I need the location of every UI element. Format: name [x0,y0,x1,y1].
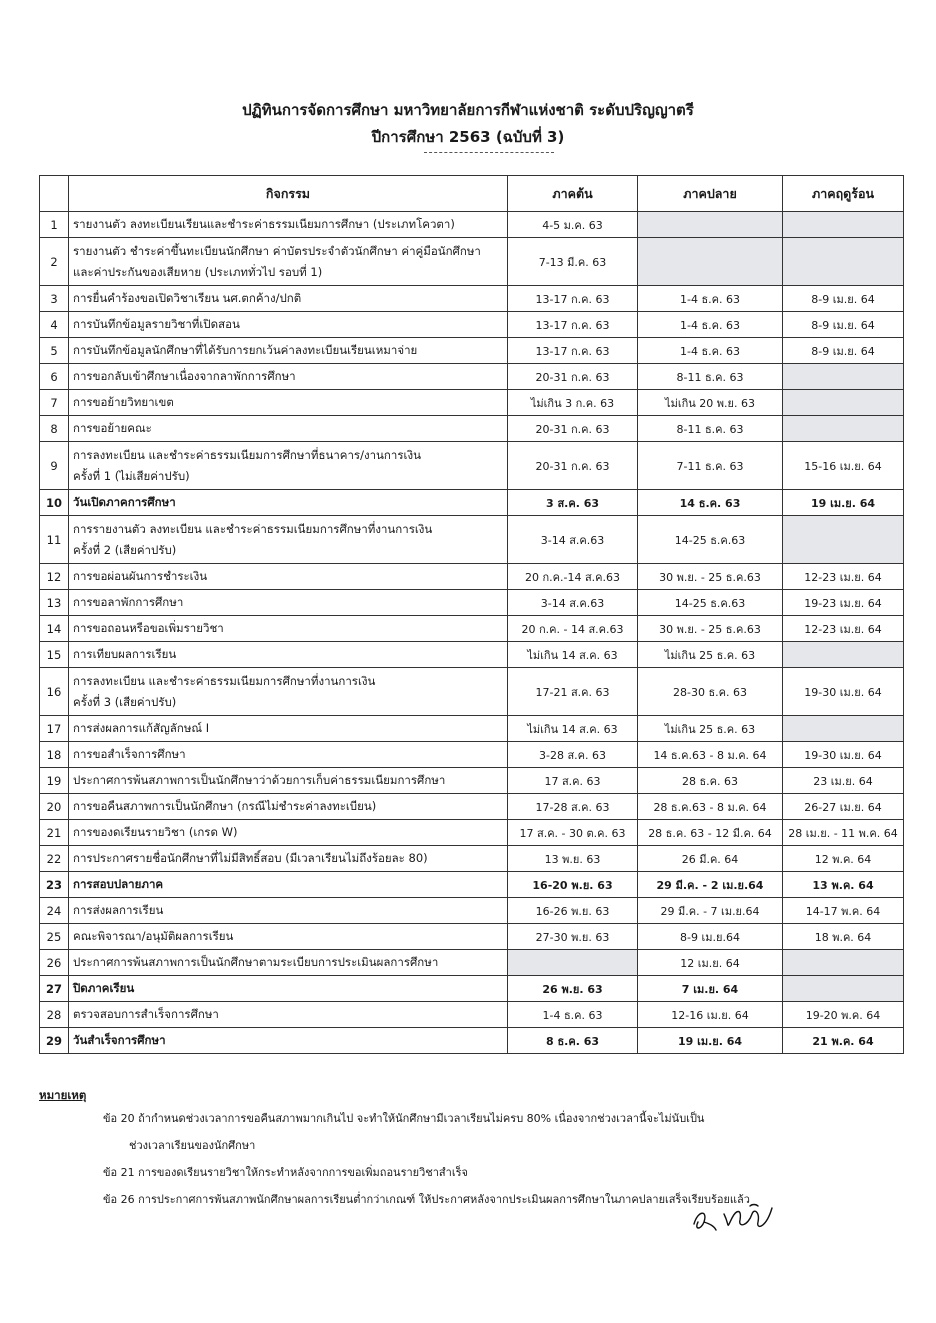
row-number: 5 [40,338,69,364]
activity-line: การขอสำเร็จการศึกษา [73,747,186,762]
table-row [40,564,904,590]
remark-note-20: ข้อ 20 ถ้ากำหนดช่วงเวลาการขอคืนสภาพมากเกินไป จะทำให้นักศึกษามีเวลาเรียนไม่ครบ 80% เนื่องจากช่วงเวลานี้จะไม่นับเป็น [103,1112,705,1125]
second-semester-date: 12 เม.ย. 64 [638,950,783,976]
remarks-heading: หมายเหตุ [39,1088,87,1102]
first-semester-date: 20-31 ก.ค. 63 [508,364,638,390]
activity-cell [69,768,508,794]
activity-cell [69,1028,508,1054]
row-number: 7 [40,390,69,416]
activity-cell [69,976,508,1002]
activity-line: การลงทะเบียน และชำระค่าธรรมเนียมการศึกษาที่งานการเงิน [73,674,376,689]
column-header-summer-semester: ภาคฤดูร้อน [783,176,904,212]
second-semester-date: 29 มี.ค. - 2 เม.ย.64 [638,872,783,898]
second-semester-date: 28 ธ.ค. 63 [638,768,783,794]
row-number: 16 [40,668,69,716]
activity-line: การของดเรียนรายวิชา (เกรด W) [73,825,238,840]
activity-line: และค่าประกันของเสียหาย (ประเภททั่วไป รอบที่ 1) [73,264,323,279]
activity-cell [69,668,508,716]
summer-semester-date: 8-9 เม.ย. 64 [783,286,904,312]
row-number: 21 [40,820,69,846]
activity-line: ประกาศการพ้นสภาพการเป็นนักศึกษาตามระเบียบการประเมินผลการศึกษา [73,955,439,970]
first-semester-date: 17 ส.ค. - 30 ต.ค. 63 [508,820,638,846]
first-semester-date: 17 ส.ค. 63 [508,768,638,794]
table-row [40,872,904,898]
summer-semester-date [783,364,904,390]
summer-semester-date [783,238,904,286]
summer-semester-date [783,390,904,416]
summer-semester-date [783,950,904,976]
table-row [40,1002,904,1028]
table-row [40,820,904,846]
table-row [40,924,904,950]
activity-cell [69,238,508,286]
remark-note-26: ข้อ 26 การประกาศการพ้นสภาพนักศึกษาผลการเรียนต่ำกว่าเกณฑ์ ให้ประกาศหลังจากประเมินผลการศึกษาในภาคปลายเสร็จเรียบร้อยแล้ว [103,1193,750,1206]
activity-line: การขอคืนสภาพการเป็นนักศึกษา (กรณีไม่ชำระค่าลงทะเบียน) [73,799,377,814]
activity-line: ครั้งที่ 1 (ไม่เสียค่าปรับ) [73,468,190,483]
table-row [40,516,904,564]
first-semester-date: 20-31 ก.ค. 63 [508,442,638,490]
row-number: 1 [40,212,69,238]
summer-semester-date: 21 พ.ค. 64 [783,1028,904,1054]
summer-semester-date [783,416,904,442]
row-number: 29 [40,1028,69,1054]
first-semester-date: 20-31 ก.ค. 63 [508,416,638,442]
first-semester-date: 13 พ.ย. 63 [508,846,638,872]
summer-semester-date: 8-9 เม.ย. 64 [783,312,904,338]
first-semester-date: ไม่เกิน 14 ส.ค. 63 [508,642,638,668]
activity-line: ครั้งที่ 3 (เสียค่าปรับ) [73,694,177,709]
activity-line: การขอย้ายวิทยาเขต [73,395,174,410]
row-number: 26 [40,950,69,976]
row-number: 10 [40,490,69,516]
activity-cell [69,390,508,416]
activity-cell [69,898,508,924]
activity-line: การเทียบผลการเรียน [73,647,177,662]
table-row [40,416,904,442]
table-row [40,976,904,1002]
row-number: 12 [40,564,69,590]
activity-line: วันเปิดภาคการศึกษา [73,495,176,510]
activity-cell [69,364,508,390]
summer-semester-date: 12-23 เม.ย. 64 [783,564,904,590]
signature-icon [690,1200,780,1236]
second-semester-date: 19 เม.ย. 64 [638,1028,783,1054]
activity-cell [69,490,508,516]
activity-line: การขอย้ายคณะ [73,421,152,436]
activity-line: รายงานตัว ลงทะเบียนเรียนและชำระค่าธรรมเนียมการศึกษา (ประเภทโควตา) [73,217,455,232]
second-semester-date: 28 ธ.ค.63 - 8 ม.ค. 64 [638,794,783,820]
activity-line: การลงทะเบียน และชำระค่าธรรมเนียมการศึกษาที่ธนาคาร/งานการเงิน [73,448,421,463]
activity-cell [69,846,508,872]
activity-cell [69,416,508,442]
activity-line: การส่งผลการเรียน [73,903,164,918]
first-semester-date: 20 ก.ค.-14 ส.ค.63 [508,564,638,590]
activity-line: การขอลาพักการศึกษา [73,595,184,610]
activity-line: การยื่นคำร้องขอเปิดวิชาเรียน นศ.ตกค้าง/ปกติ [73,291,302,306]
first-semester-date: 27-30 พ.ย. 63 [508,924,638,950]
summer-semester-date: 19-23 เม.ย. 64 [783,590,904,616]
second-semester-date: 14 ธ.ค.63 - 8 ม.ค. 64 [638,742,783,768]
activity-cell [69,312,508,338]
second-semester-date: 1-4 ธ.ค. 63 [638,338,783,364]
first-semester-date: 8 ธ.ค. 63 [508,1028,638,1054]
remarks-section [39,1087,909,1206]
second-semester-date: 26 มี.ค. 64 [638,846,783,872]
summer-semester-date: 15-16 เม.ย. 64 [783,442,904,490]
table-row [40,950,904,976]
first-semester-date: 17-21 ส.ค. 63 [508,668,638,716]
row-number: 27 [40,976,69,1002]
second-semester-date: 8-11 ธ.ค. 63 [638,364,783,390]
second-semester-date: ไม่เกิน 20 พ.ย. 63 [638,390,783,416]
row-number: 28 [40,1002,69,1028]
row-number: 22 [40,846,69,872]
table-row [40,616,904,642]
second-semester-date: 1-4 ธ.ค. 63 [638,286,783,312]
first-semester-date: ไม่เกิน 14 ส.ค. 63 [508,716,638,742]
summer-semester-date: 26-27 เม.ย. 64 [783,794,904,820]
row-number: 13 [40,590,69,616]
second-semester-date: 29 มี.ค. - 7 เม.ย.64 [638,898,783,924]
summer-semester-date [783,212,904,238]
second-semester-date: 7 เม.ย. 64 [638,976,783,1002]
activity-cell [69,794,508,820]
activity-line: การสอบปลายภาค [73,877,164,892]
row-number: 23 [40,872,69,898]
second-semester-date: 14-25 ธ.ค.63 [638,516,783,564]
table-row [40,794,904,820]
activity-cell [69,212,508,238]
first-semester-date: 13-17 ก.ค. 63 [508,286,638,312]
second-semester-date: 28-30 ธ.ค. 63 [638,668,783,716]
first-semester-date: 1-4 ธ.ค. 63 [508,1002,638,1028]
activity-cell [69,590,508,616]
row-number: 4 [40,312,69,338]
table-row [40,390,904,416]
first-semester-date: 3-28 ส.ค. 63 [508,742,638,768]
summer-semester-date: 12 พ.ค. 64 [783,846,904,872]
first-semester-date [508,950,638,976]
table-header-row [40,176,904,212]
table-row [40,768,904,794]
row-number: 2 [40,238,69,286]
document-subtitle: ปีการศึกษา 2563 (ฉบับที่ 3) [371,128,565,146]
second-semester-date [638,238,783,286]
summer-semester-date: 19 เม.ย. 64 [783,490,904,516]
column-header-first-semester: ภาคต้น [508,176,638,212]
column-header-activity: กิจกรรม [69,176,508,212]
activity-cell [69,616,508,642]
first-semester-date: 16-20 พ.ย. 63 [508,872,638,898]
summer-semester-date: 8-9 เม.ย. 64 [783,338,904,364]
second-semester-date: 14-25 ธ.ค.63 [638,590,783,616]
activity-cell [69,924,508,950]
row-number: 9 [40,442,69,490]
second-semester-date: 30 พ.ย. - 25 ธ.ค.63 [638,616,783,642]
activity-line: ปิดภาคเรียน [73,981,135,996]
first-semester-date: 7-13 มี.ค. 63 [508,238,638,286]
activity-cell [69,516,508,564]
row-number: 15 [40,642,69,668]
first-semester-date: 20 ก.ค. - 14 ส.ค.63 [508,616,638,642]
activity-cell [69,872,508,898]
table-row [40,212,904,238]
activity-line: การบันทึกข้อมูลนักศึกษาที่ได้รับการยกเว้นค่าลงทะเบียนเรียนเหมาจ่าย [73,343,418,358]
table-row [40,442,904,490]
table-row [40,312,904,338]
column-header-no [40,176,69,212]
second-semester-date: 12-16 เม.ย. 64 [638,1002,783,1028]
first-semester-date: 3-14 ส.ค.63 [508,516,638,564]
second-semester-date: 1-4 ธ.ค. 63 [638,312,783,338]
activity-line: ครั้งที่ 2 (เสียค่าปรับ) [73,542,177,557]
table-row [40,338,904,364]
table-row [40,642,904,668]
remark-note-21: ข้อ 21 การของดเรียนรายวิชาให้กระทำหลังจากการขอเพิ่มถอนรายวิชาสำเร็จ [103,1166,468,1179]
title-divider [424,152,554,153]
first-semester-date: 4-5 ม.ค. 63 [508,212,638,238]
first-semester-date: 3 ส.ค. 63 [508,490,638,516]
activity-cell [69,564,508,590]
second-semester-date: 28 ธ.ค. 63 - 12 มี.ค. 64 [638,820,783,846]
first-semester-date: ไม่เกิน 3 ก.ค. 63 [508,390,638,416]
first-semester-date: 16-26 พ.ย. 63 [508,898,638,924]
activity-line: รายงานตัว ชำระค่าขึ้นทะเบียนนักศึกษา ค่าบัตรประจำตัวนักศึกษา ค่าคู่มือนักศึกษา [73,244,481,259]
row-number: 11 [40,516,69,564]
activity-line: การประกาศรายชื่อนักศึกษาที่ไม่มีสิทธิ์สอบ (มีเวลาเรียนไม่ถึงร้อยละ 80) [73,851,428,866]
row-number: 14 [40,616,69,642]
activity-line: การขอกลับเข้าศึกษาเนื่องจากลาพักการศึกษา [73,369,296,384]
table-row [40,716,904,742]
activity-line: ตรวจสอบการสำเร็จการศึกษา [73,1007,219,1022]
remark-note-20-continued: ช่วงเวลาเรียนของนักศึกษา [129,1139,256,1152]
table-row [40,490,904,516]
summer-semester-date: 13 พ.ค. 64 [783,872,904,898]
activity-line: คณะพิจารณา/อนุมัติผลการเรียน [73,929,234,944]
table-row [40,742,904,768]
summer-semester-date [783,976,904,1002]
activity-cell [69,1002,508,1028]
summer-semester-date [783,516,904,564]
row-number: 17 [40,716,69,742]
second-semester-date: 8-9 เม.ย.64 [638,924,783,950]
row-number: 3 [40,286,69,312]
row-number: 25 [40,924,69,950]
row-number: 6 [40,364,69,390]
activity-cell [69,642,508,668]
document-title: ปฏิทินการจัดการศึกษา มหาวิทยาลัยการกีฬาแห่งชาติ ระดับปริญญาตรี [242,101,694,119]
row-number: 8 [40,416,69,442]
table-row [40,286,904,312]
second-semester-date: ไม่เกิน 25 ธ.ค. 63 [638,642,783,668]
academic-calendar-table [39,175,904,1054]
summer-semester-date [783,642,904,668]
table-row [40,1028,904,1054]
table-row [40,238,904,286]
summer-semester-date: 12-23 เม.ย. 64 [783,616,904,642]
activity-cell [69,820,508,846]
summer-semester-date: 14-17 พ.ค. 64 [783,898,904,924]
activity-line: การขอผ่อนผันการชำระเงิน [73,569,208,584]
second-semester-date: 8-11 ธ.ค. 63 [638,416,783,442]
summer-semester-date: 28 เม.ย. - 11 พ.ค. 64 [783,820,904,846]
activity-cell [69,716,508,742]
activity-line: การขอถอนหรือขอเพิ่มรายวิชา [73,621,224,636]
activity-line: การส่งผลการแก้สัญลักษณ์ I [73,721,210,736]
activity-line: การบันทึกข้อมูลรายวิชาที่เปิดสอน [73,317,240,332]
activity-cell [69,442,508,490]
first-semester-date: 3-14 ส.ค.63 [508,590,638,616]
row-number: 24 [40,898,69,924]
summer-semester-date: 19-30 เม.ย. 64 [783,668,904,716]
second-semester-date: ไม่เกิน 25 ธ.ค. 63 [638,716,783,742]
first-semester-date: 13-17 ก.ค. 63 [508,312,638,338]
table-row [40,364,904,390]
first-semester-date: 17-28 ส.ค. 63 [508,794,638,820]
activity-cell [69,742,508,768]
second-semester-date [638,212,783,238]
table-row [40,668,904,716]
second-semester-date: 7-11 ธ.ค. 63 [638,442,783,490]
activity-cell [69,286,508,312]
first-semester-date: 26 พ.ย. 63 [508,976,638,1002]
summer-semester-date: 23 เม.ย. 64 [783,768,904,794]
activity-line: การรายงานตัว ลงทะเบียน และชำระค่าธรรมเนียมการศึกษาที่งานการเงิน [73,522,433,537]
summer-semester-date [783,716,904,742]
activity-cell [69,338,508,364]
first-semester-date: 13-17 ก.ค. 63 [508,338,638,364]
table-body [40,212,904,1054]
row-number: 18 [40,742,69,768]
table-row [40,846,904,872]
table-row [40,590,904,616]
activity-cell [69,950,508,976]
summer-semester-date: 18 พ.ค. 64 [783,924,904,950]
row-number: 19 [40,768,69,794]
second-semester-date: 14 ธ.ค. 63 [638,490,783,516]
column-header-second-semester: ภาคปลาย [638,176,783,212]
row-number: 20 [40,794,69,820]
second-semester-date: 30 พ.ย. - 25 ธ.ค.63 [638,564,783,590]
table-row [40,898,904,924]
summer-semester-date: 19-30 เม.ย. 64 [783,742,904,768]
activity-line: วันสำเร็จการศึกษา [73,1033,166,1048]
activity-line: ประกาศการพ้นสภาพการเป็นนักศึกษาว่าด้วยการเก็บค่าธรรมเนียมการศึกษา [73,773,446,788]
summer-semester-date: 19-20 พ.ค. 64 [783,1002,904,1028]
